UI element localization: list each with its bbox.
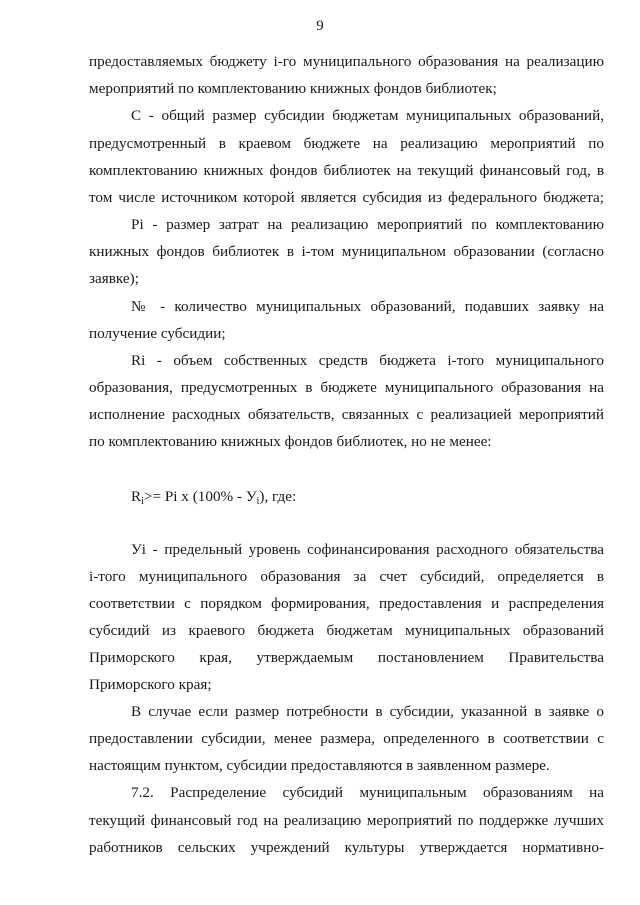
text-line: предоставляемых бюджету i-го муниципального образования на реализацию (89, 53, 604, 70)
text-line: предусмотренный в краевом бюджете на реализацию мероприятий по (89, 135, 604, 152)
text-line: текущий финансовый год на реализацию мероприятий по поддержке лучших (89, 812, 604, 829)
formula-subscript: i (256, 496, 260, 507)
text-line: соответствии с порядком формирования, предоставления и распределения (89, 595, 604, 612)
page-number: 9 (316, 18, 324, 34)
text-line: i-того муниципального образования за счет субсидий, определяется в (89, 568, 604, 585)
text-line: В случае если размер потребности в субсидии, указанной в заявке о (131, 703, 604, 720)
text-line: Ri - объем собственных средств бюджета i-того муниципального (131, 352, 604, 369)
text-line: настоящим пунктом, субсидии предоставляются в заявленном размере. (89, 757, 550, 774)
text-line: предоставлении субсидии, менее размера, определенного в соответствии с (89, 730, 604, 747)
text-line: 7.2. Распределение субсидий муниципальным образованиям на (131, 784, 604, 801)
text-line: книжных фондов библиотек в i-том муниципальном образовании (согласно (89, 243, 604, 260)
text-line: по комплектованию книжных фондов библиотек, но не менее: (89, 433, 492, 450)
formula-part: >= Pi x (100% - У (143, 488, 257, 505)
text-line: исполнение расходных обязательств, связанных с реализацией мероприятий (89, 406, 604, 423)
formula (131, 488, 296, 511)
text-line: Приморского края, утверждаемым постановлением Правительства (89, 649, 604, 666)
formula-subscript: i (141, 496, 144, 507)
text-line: субсидий из краевого бюджета бюджетам муниципальных образований (89, 622, 604, 639)
text-line: мероприятий по комплектованию книжных фондов библиотек; (89, 80, 497, 97)
text-line: С - общий размер субсидии бюджетам муниципальных образований, (131, 107, 604, 124)
text-line: Уi - предельный уровень софинансирования расходного обязательства (131, 541, 604, 558)
text-line: комплектованию книжных фондов библиотек на текущий финансовый год, в (89, 162, 604, 179)
formula-part: ), где: (259, 488, 297, 505)
text-line: образования, предусмотренных в бюджете муниципального образования на (89, 379, 604, 396)
text-line: получение субсидии; (89, 325, 226, 342)
text-line: заявке); (89, 270, 139, 287)
text-line: Приморского края; (89, 676, 212, 693)
text-line: том числе источником которой является субсидия из федерального бюджета; (89, 189, 604, 206)
text-line: № - количество муниципальных образований, подавших заявку на (131, 298, 604, 315)
text-line: работников сельских учреждений культуры утверждается нормативно- (89, 839, 604, 856)
formula-part: R (131, 488, 142, 505)
text-line: Pi - размер затрат на реализацию мероприятий по комплектованию (131, 216, 604, 233)
